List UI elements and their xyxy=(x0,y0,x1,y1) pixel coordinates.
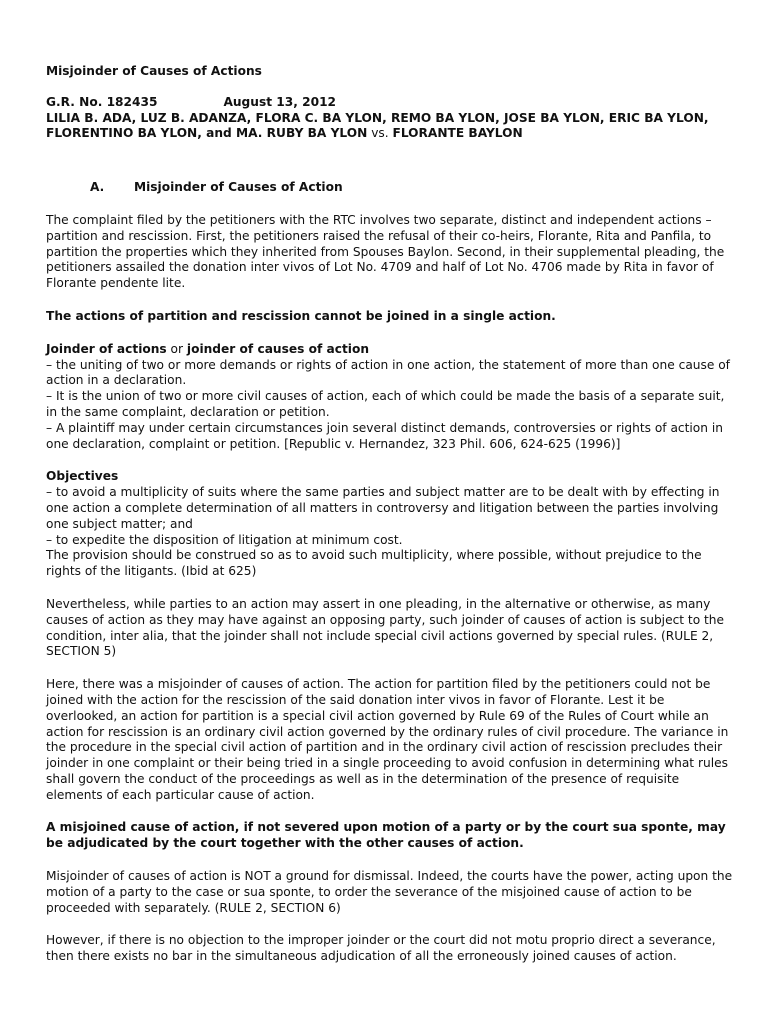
bold-statement-partition: The actions of partition and rescission cannot be joined in a single action. xyxy=(46,308,556,323)
not-ground-paragraph: Misjoinder of causes of action is NOT a ground for dismissal. Indeed, the courts have the power, acting upon the motion of a party to the case or sua sponte, to order the severance of the misjoined cause of action to be proceeded with separately. (RULE 2, SECTION 6) xyxy=(46,869,733,915)
objectives-heading: Objectives xyxy=(46,469,119,484)
case-parties xyxy=(46,111,736,143)
objective-item: The provision should be construed so as to avoid such multiplicity, where possible, without prejudice to the rights of the litigants. (Ibid at 625) xyxy=(46,548,702,579)
case-number-row xyxy=(46,95,736,111)
intro-paragraph: The complaint filed by the petitioners with the RTC involves two separate, distinct and independent actions – partition and rescission. First, the petitioners raised the refusal of their co-heirs, Florante, Rita and Panfila, to partition the properties which they inherited from Spouses Baylon. Second, in their supplemental pleading, the petitioners assailed the donation inter vivos of Lot No. 4709 and half of Lot No. 4706 made by Rita in favor of Florante pendente lite. xyxy=(46,212,725,291)
joinder-item: – the uniting of two or more demands or rights of action in one action, the statement of more than one cause of action in a declaration. xyxy=(46,357,730,388)
nevertheless-paragraph: Nevertheless, while parties to an action may assert in one pleading, in the alternative or otherwise, as many causes of action as they may have against an opposing party, such joinder of causes of action is subject to the condition, inter alia, that the joinder shall not include special civil actions governed by special rules. (RULE 2, SECTION 5) xyxy=(46,596,725,659)
versus: vs. xyxy=(367,126,393,141)
case-header xyxy=(46,95,736,142)
section-title: Misjoinder of Causes of Action xyxy=(134,180,343,195)
document-page xyxy=(46,64,736,965)
case-date: August 13, 2012 xyxy=(223,94,337,109)
joinder-heading-actions: Joinder of actions xyxy=(46,341,167,356)
joinder-definition-block xyxy=(46,342,736,453)
joinder-heading-or: or xyxy=(166,341,187,356)
joinder-item: – A plaintiff may under certain circumstances join several distinct demands, controversies or rights of action in one declaration, complaint or petition. [Republic v. Hernandez, 323 Phil. 606, 624-625 (1996)] xyxy=(46,420,723,451)
document-title: Misjoinder of Causes of Actions xyxy=(46,64,262,78)
bold-statement-severance: A misjoined cause of action, if not severed upon motion of a party or by the court sua sponte, may be adjudicated by the court together with the other causes of action. xyxy=(46,820,726,851)
section-heading xyxy=(46,180,736,196)
respondent: FLORANTE BAYLON xyxy=(392,126,523,141)
objectives-block xyxy=(46,469,736,580)
however-paragraph: However, if there is no objection to the improper joinder or the court did not motu proprio direct a severance, then there exists no bar in the simultaneous adjudication of all the erroneously joined causes of action. xyxy=(46,933,716,964)
joinder-heading xyxy=(46,342,736,358)
objective-item: – to expedite the disposition of litigation at minimum cost. xyxy=(46,532,403,547)
petitioners: LILIA B. ADA, LUZ B. ADANZA, FLORA C. BA YLON, REMO BA YLON, JOSE BA YLON, ERIC BA YLON, FLORENTINO BA YLON, and MA. RUBY BA YLON xyxy=(46,110,709,141)
section-letter: A. xyxy=(90,180,105,195)
joinder-item: – It is the union of two or more civil causes of action, each of which could be made the basis of a separate suit, in the same complaint, declaration or petition. xyxy=(46,389,725,419)
gr-number: G.R. No. 182435 xyxy=(46,94,158,109)
misjoinder-paragraph: Here, there was a misjoinder of causes of action. The action for partition filed by the petitioners could not be joined with the action for the rescission of the said donation inter vivos in favor of Florante. Lest it be overlooked, an action for partition is a special civil action governed by Rule 69 of the Rules of Court while an action for rescission is an ordinary civil action governed by the ordinary rules of civil procedure. The variance in the procedure in the special civil action of partition and in the ordinary civil action of rescission precludes their joinder in one complaint or their being tried in a single proceeding to avoid confusion in determining what rules shall govern the conduct of the proceedings as well as in the determination of the presence of requisite elements of each particular cause of action. xyxy=(46,677,729,802)
objective-item: – to avoid a multiplicity of suits where the same parties and subject matter are to be dealt with by effecting in one action a complete determination of all matters in controversy and litigation between the parties involving one subject matter; and xyxy=(46,485,720,531)
joinder-heading-causes: joinder of causes of action xyxy=(186,341,370,356)
